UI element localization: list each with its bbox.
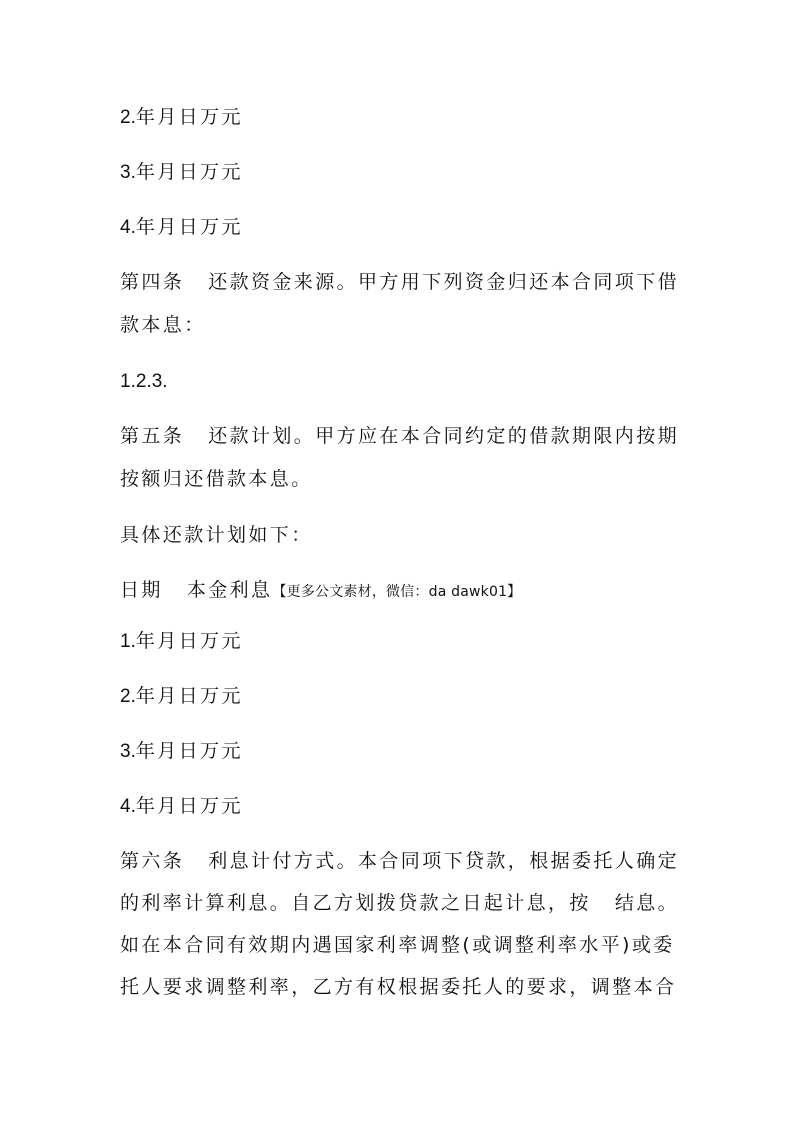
item-number: 1.: [120, 631, 136, 652]
schedule-line-3: [120, 159, 680, 186]
item-text: 年月日万元: [135, 161, 243, 183]
paragraph-text: 按额归还借款本息。: [120, 468, 313, 490]
item-number: 3.: [120, 741, 136, 762]
article-5-heading-line: [120, 423, 680, 449]
article-5-label: 第五条: [120, 425, 185, 447]
item-text: 年月日万元: [135, 685, 243, 707]
plan-intro: [120, 522, 680, 548]
schedule-line-2: [120, 104, 680, 131]
schedule-header: [120, 577, 680, 605]
paragraph-text: 的利率计算利息。自乙方划拨贷款之日起计息，按: [120, 892, 591, 914]
schedule-line-4: [120, 793, 680, 820]
item-text: 年月日万元: [135, 795, 243, 817]
item-text: 年月日万元: [135, 740, 243, 762]
item-text: 年月日万元: [135, 630, 243, 652]
article-4-continuation: [120, 312, 680, 338]
article-6-continuation: [120, 974, 680, 1000]
paragraph-text: 具体还款计划如下：: [120, 524, 313, 546]
date-column-label: 日期: [120, 579, 163, 601]
paragraph-text-end: 结息。: [614, 892, 680, 914]
paragraph-text: 款本息：: [120, 314, 206, 336]
item-number: 3.: [120, 162, 136, 183]
funding-sources-list: [120, 368, 680, 395]
item-number: 4.: [120, 217, 136, 238]
article-6-label: 第六条: [120, 850, 185, 872]
watermark-note: 【更多公文素材，微信：da dawk01】: [272, 584, 522, 600]
item-text: 年月日万元: [135, 106, 243, 128]
article-6-heading-line: [120, 848, 680, 874]
schedule-line-3: [120, 738, 680, 765]
paragraph-text: 如在本合同有效期内遇国家利率调整(或调整利率水平)或委: [120, 934, 675, 956]
article-4-label: 第四条: [120, 271, 185, 293]
paragraph-text: 托人要求调整利率，乙方有权根据委托人的要求，调整本合: [120, 976, 677, 998]
article-6-continuation: [120, 932, 680, 958]
principal-interest-label: 本金利息: [186, 579, 273, 601]
article-5-continuation: [120, 466, 680, 492]
article-4-text: 还款资金来源。甲方用下列资金归还本合同项下借: [208, 271, 680, 293]
item-number: 2.: [120, 686, 136, 707]
item-numbers: 1.2.3.: [120, 371, 168, 392]
schedule-line-4: [120, 214, 680, 241]
article-6-continuation: [120, 890, 680, 916]
schedule-line-2: [120, 683, 680, 710]
article-4-heading-line: [120, 269, 680, 295]
schedule-line-1: [120, 628, 680, 655]
article-5-text: 还款计划。甲方应在本合同约定的借款期限内按期: [208, 425, 680, 447]
item-number: 2.: [120, 107, 136, 128]
item-number: 4.: [120, 796, 136, 817]
item-text: 年月日万元: [135, 216, 243, 238]
article-6-text: 利息计付方式。本合同项下贷款，根据委托人确定: [208, 850, 680, 872]
